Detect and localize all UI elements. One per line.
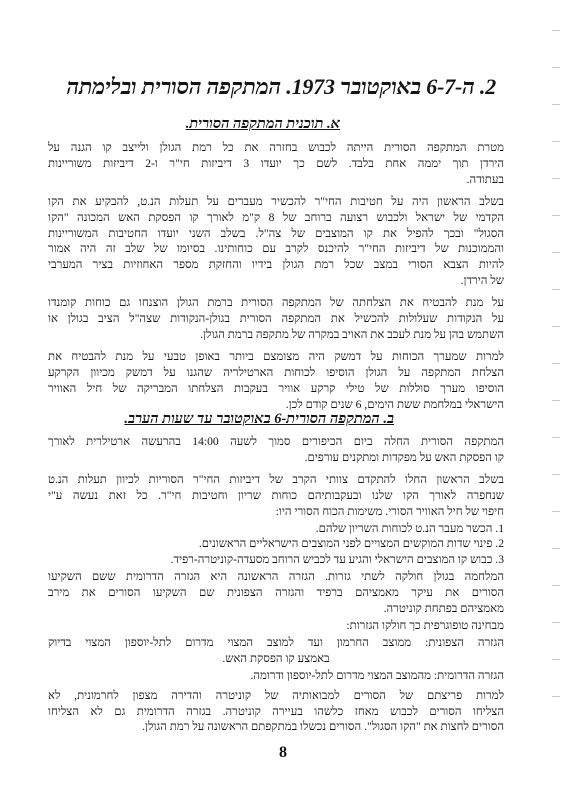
text-line: הסורים את עיקר מאמציהם ברפיד והגזרה הצפונית שם השקיעו הסורים את מירב [48,586,504,600]
text-line: הסגול" ובכך להפיל את קו המוצבים של צה"ל. בשלב השני יועדו החטיבות המשוריינות [48,226,504,240]
text-line: הסורים לחצות את "הקו הסגול". הסורים נכשלו במתקפתם הראשונה על רמת הגולן. [142,720,504,734]
numbered-list [48,521,504,569]
margin-tick-marks [552,30,560,770]
list-item: 3. כבוש קו המוצבים הישראלי והגיע עד לכביש הרוחב מסעדה-קוניטרה-רפיד. [170,553,504,567]
text-line: הגזרה הדרומית: מהמוצב המצוי מדרום לתל-יוספון ודרומה. [250,668,504,682]
text-line: המתקפה הסורית החלה ביום הכיפורים סמוך לשעה 14:00 בהרעשה ארטילרית לאורך [48,435,504,448]
text-line: הירדן תוך יממה אחת בלבד. לשם כך יועדו 3 דיביזות חי"ר ו-2 דיביזות משוריינות [48,156,504,170]
page-number: 8 [279,744,287,761]
paragraph [48,618,504,634]
text-line: קו הפסקת האש על מפקדות ומתקנים עורפים. [304,450,504,464]
text-line: שנחפרה לאורך הקו שלנו ובעקבותיהם כוחות שריון וחטיבות חי"ר. כל זאת נעשה ע"י [48,488,504,502]
text-line: באמצע קו הפסקת האש. [222,651,330,665]
section-a-body [48,140,504,419]
text-line: על הנקודות שעלולות להכשיל את המתקפה הסורית בגולן-הנקודות שצה"ל הציב בגולן או [48,312,504,326]
paragraph [48,194,504,289]
section-heading-a: א. תוכנית המתקפה הסורית. [185,116,340,132]
paragraph [48,434,504,466]
chapter-title: 2. ה-6-7 באוקטובר 1973. המתקפה הסורית ובלימתה [66,74,496,99]
list-item: 2. פינוי שדות המוקשים המצויים לפני המוצבים הישראליים הראשונים. [198,537,504,551]
text-line: בעתודה. [466,172,504,186]
paragraph [48,688,504,736]
text-line: והממוכנות של דיביזות החי"ר להיכנס לקרב עם כוחותינו. בסיומו של שלב זה היה אמור [48,242,504,256]
text-line: בשלב הראשון החלו להתקדם צוותי הקרב של דיביזות החי"ר הסוריות לכיוון תעלות הנ.ט [48,472,504,486]
text-line: הקדמי של ישראל ולכבוש רצועה ברוחב של 8 ק"מ לאורך קו הפסקת האש המכונה "הקו [48,210,504,224]
paragraph [48,569,504,617]
text-line: המלחמה בגולן חולקה לשתי גזרות. הגזרה הראשונה היא הגזרה הדרומית ששם השקיעו [48,570,504,584]
section-b-body [48,434,504,741]
text-line: הצלחת המתקפה על הגולן הוסיפו לכוחות הארטילריה שהגנו על דמשק מכיוון הקרקע [48,365,504,379]
paragraph [48,668,504,684]
text-line: חיפוי של חיל האוויר הסורי. משימות הכוח הסורי היו: [275,504,504,518]
paragraph [48,635,504,667]
text-line: להיות הצבא הסורי במצב שכל רמת הגולן בידיו והחזקת מספר האחוזיות בציר המערבי [48,258,504,272]
text-line: מאמציהם בפתחת קוניטרה. [383,602,504,616]
paragraph [48,472,504,520]
text-line: הגזרה הצפונית: ממוצב החרמון ועד למוצב המצוי מדרום לתל-יוספון המצוי בדיוק [48,635,504,649]
text-line: השתמש בהן על מנת לעכב את האויב במקרה של מתקפה ברמת הגולן. [200,327,504,341]
text-line: למרות שמערך הכוחות על דמשק היה מצומצם ביותר באופן טבעי על מנת להבטיח את [48,349,504,363]
text-line: הישראלי במלחמת ששת הימים, 6 שנים קודם לכן. [285,397,504,411]
text-line: על מנת להבטיח את הצלחתה של המתקפה הסורית ברמת הגולן הוצנחו גם כוחות קומנדו [48,296,504,310]
list-item: 1. הכשר מעבר הנ.ט לכוחות השריון שלהם. [315,521,504,535]
text-line: למרות פריצתם של הסורים למבואותיה של קוניטרה והדירה מצפון לחרמונית, לא [48,688,504,702]
text-line: מטרת המתקפה הסורית הייתה לכבוש בחזרה את כל רמת הגולן ולייצב קו הגנה על [48,141,504,154]
paragraph [48,349,504,413]
text-line: של הירדן. [460,274,504,288]
text-line: הצליחו הסורים לכבוש מאחז כלשהו בעיירה קוניטרה. בגזרה הדרומית גם לא הצליחו [48,704,504,718]
text-line: הוסיפו מערך סוללות של טילי קרקע אוויר בעקבות הצלחתו המבריקה של חיל האוויר [48,381,504,395]
paragraph [48,295,504,343]
section-heading-b: ב. המתקפה הסורית-6 באוקטובר עד שעות הערב. [124,411,394,427]
text-line: מבחינה טופוגרפית כך חולקו הגזרות: [346,618,504,632]
paragraph [48,140,504,188]
text-line: בשלב הראשון היה על חטיבות החי"ר להכשיר מעברים על תעלות הנ.ט, להבקיע את הקו [48,194,504,208]
